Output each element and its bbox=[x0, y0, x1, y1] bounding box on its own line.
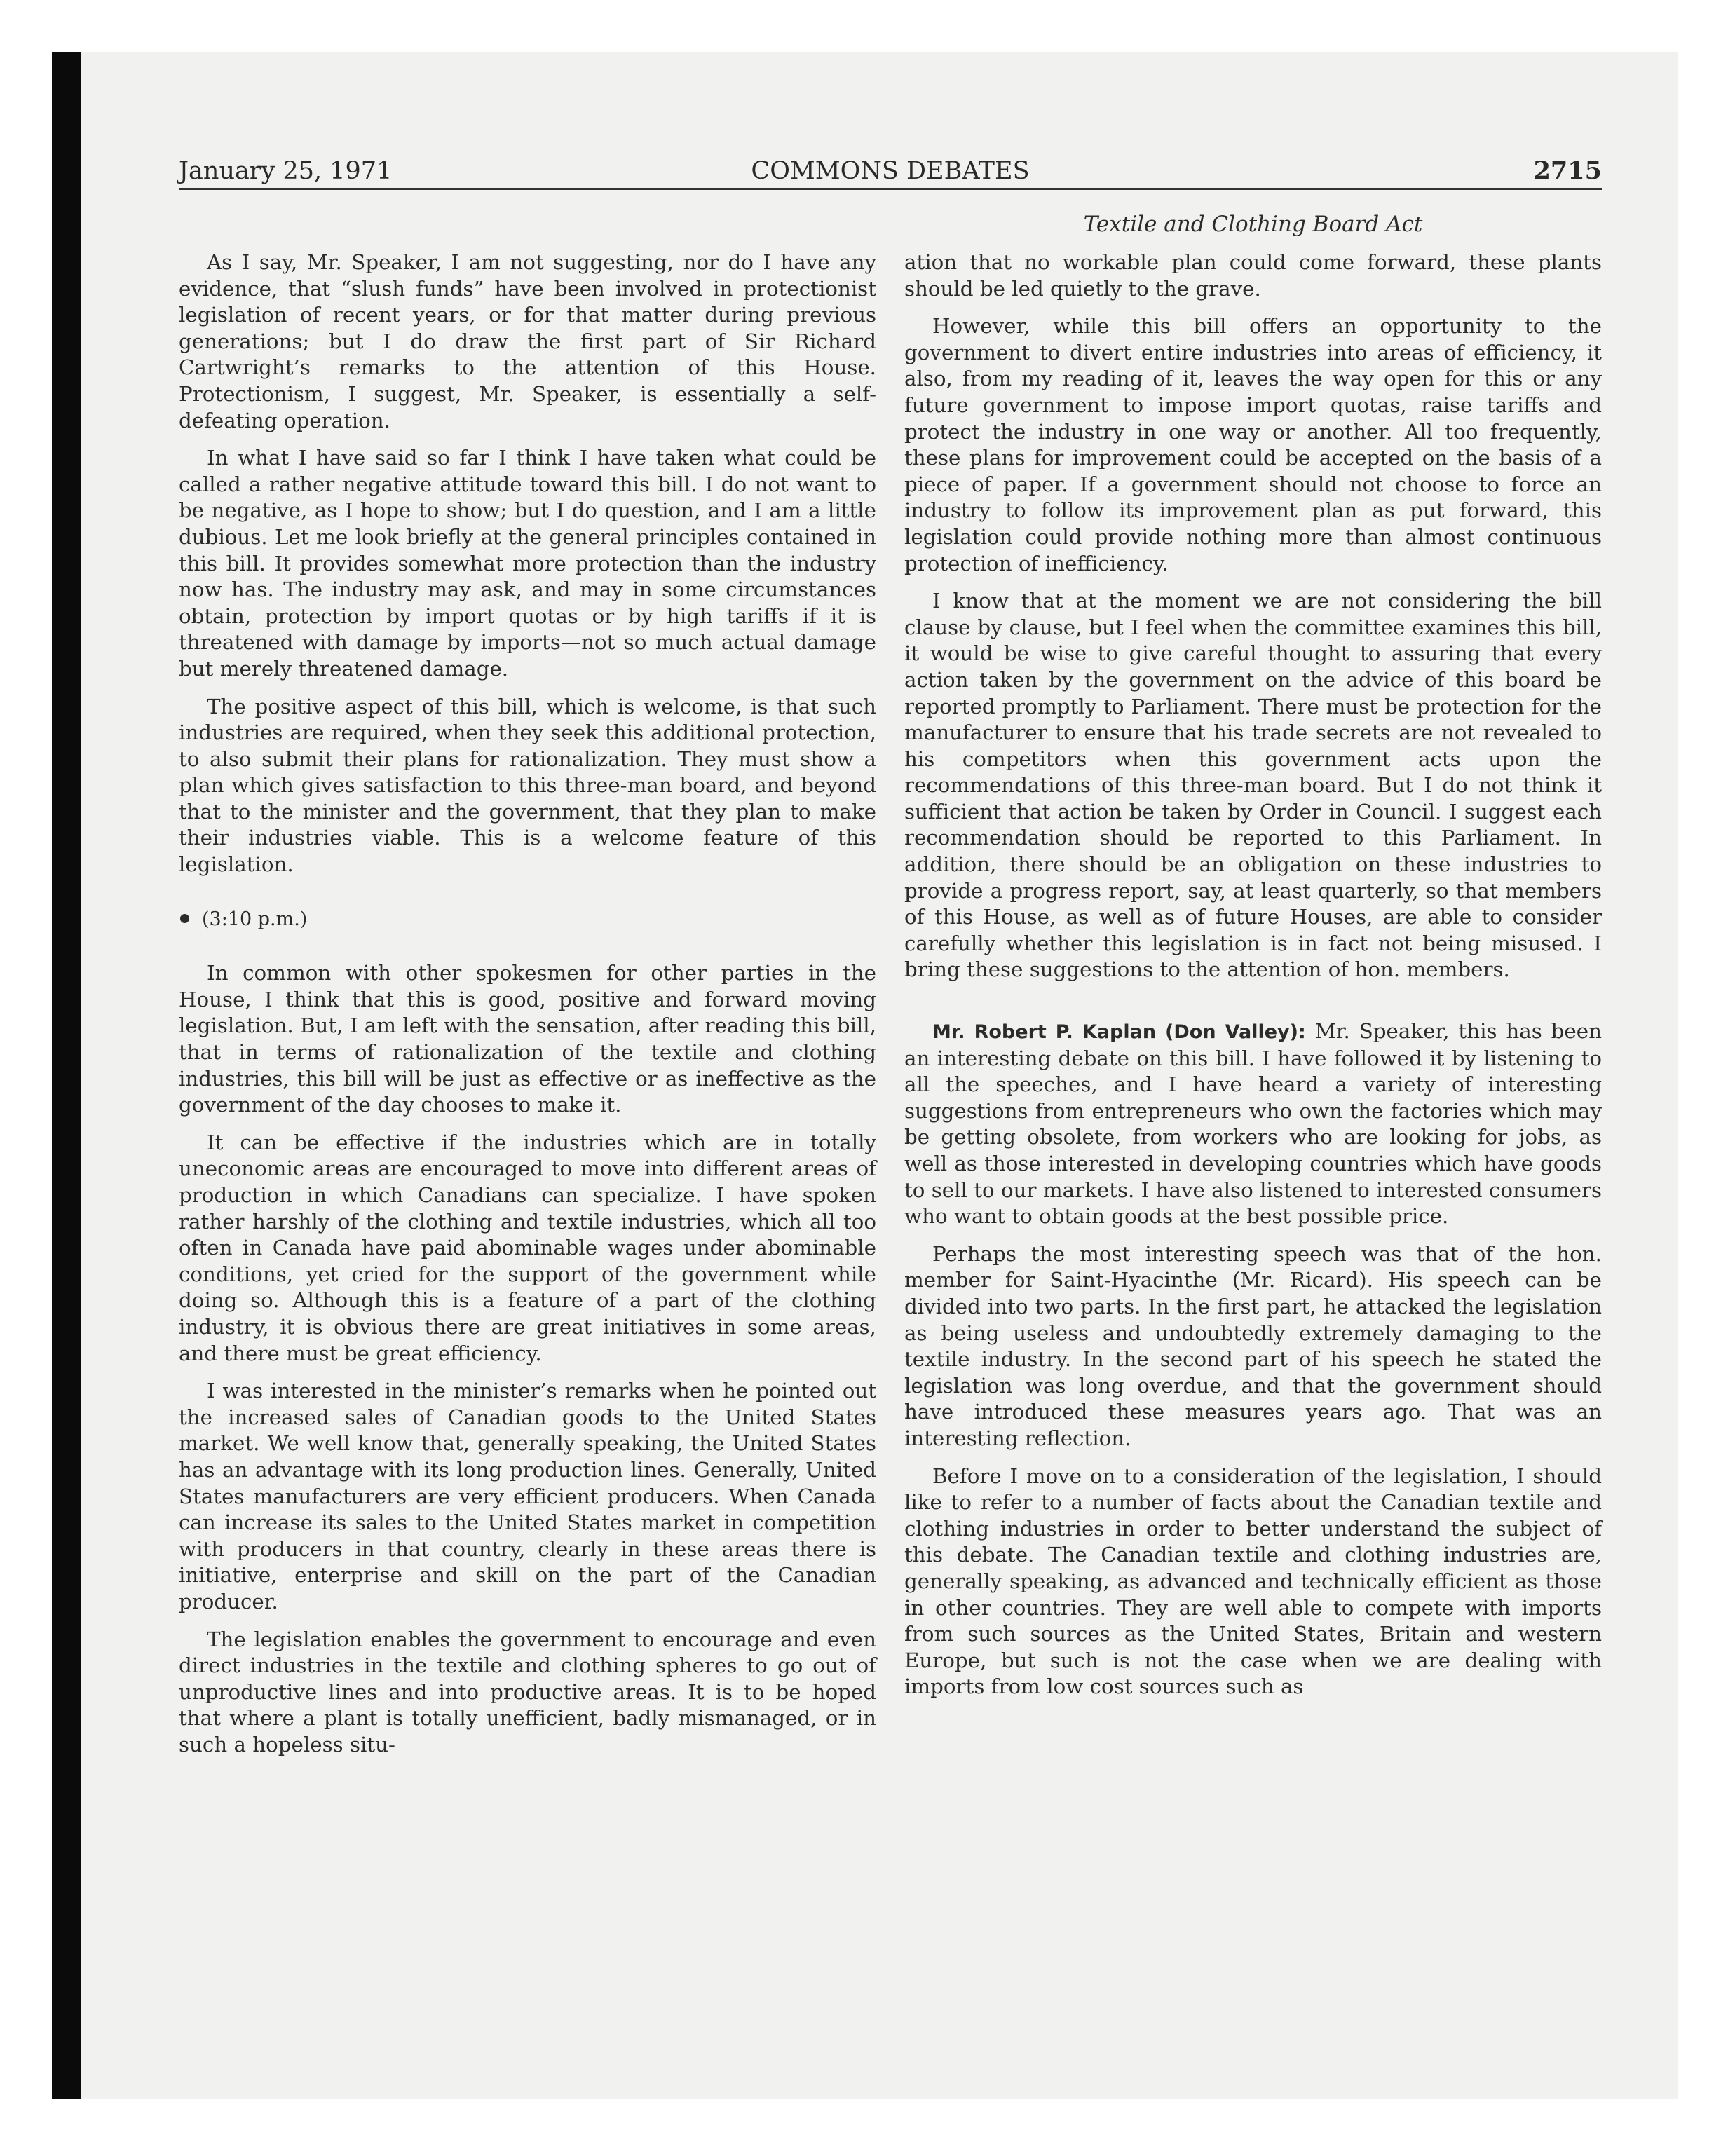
paragraph: However, while this bill offers an opportunity to the government to divert entire industries into areas of efficiency, it also, from my reading of it, leaves the way open for this or any future government to impose import quotas, raise tariffs and protect the industry in one way or another. All too frequently, these plans for improvement could be accepted on the basis of a piece of paper. If a government should not choose to force an industry to follow its improvement plan as put forward, this legislation could provide nothing more than almost continuous protection of inefficiency. bbox=[904, 314, 1602, 575]
left-column bbox=[179, 250, 876, 1758]
paragraph: I know that at the moment we are not considering the bill clause by clause, but I feel when the committee examines this bill, it would be wise to give careful thought to assuring that every action taken by the government on the advice of this board be reported promptly to Parliament. There must be protection for the manufacturer to ensure that his trade secrets are not revealed to his competitors when this government acts upon the recommendations of this three-man board. But I do not think it sufficient that action be taken by Order in Council. I suggest each recommendation should be reported to this Parliament. In addition, there should be an obligation on these industries to provide a progress report, say, at least quarterly, so that members of this House, as well as of future Houses, are able to consider carefully whether this legislation is in fact not being misused. I bring these suggestions to the attention of hon. members. bbox=[904, 589, 1602, 982]
running-head bbox=[179, 153, 1602, 190]
paragraph: Before I move on to a consideration of the legislation, I should like to refer to a number of facts about the Canadian textile and clothing industries in order to better understand the subject of this debate. The Canadian textile and clothing industries are, generally speaking, as advanced and technically efficient as those in other countries. They are well able to compete with imports from such sources as the United States, Britain and western Europe, but such is not the case when we are dealing with imports from low cost sources such as bbox=[904, 1464, 1602, 1699]
paragraph: In common with other spokesmen for other parties in the House, I think that this is good, positive and forward moving legislation. But, I am left with the sensation, after reading this bill, that in terms of rationalization of the textile and clothing industries, this bill will be just as effective or as ineffective as the government of the day chooses to make it. bbox=[179, 961, 876, 1117]
section-heading: Textile and Clothing Board Act bbox=[1083, 212, 1423, 237]
paragraph: I was interested in the minister’s remarks when he pointed out the increased sales of Canadian goods to the United States market. We well know that, generally speaking, the United States has an advantage with its long production lines. Generally, United States manufacturers are very efficient producers. When Canada can increase its sales to the United States market in competition with producers in that country, clearly in these areas there is initiative, enterprise and skill on the part of the Canadian producer. bbox=[179, 1379, 876, 1613]
page-number: 2715 bbox=[1533, 156, 1602, 185]
header-date: January 25, 1971 bbox=[179, 157, 393, 185]
bullet-icon bbox=[180, 914, 189, 923]
speaker-name: Mr. Robert P. Kaplan (Don Valley): bbox=[932, 1021, 1306, 1044]
time-marker-text: (3:10 p.m.) bbox=[202, 908, 308, 930]
paragraph: The positive aspect of this bill, which is welcome, is that such industries are required, when they seek this additional protection, to also submit their plans for rationalization. They must show a plan which gives satisfaction to this three-man board, and beyond that to the minister and the government, that they plan to make their industries viable. This is a welcome feature of this legislation. bbox=[179, 694, 876, 877]
speech-paragraph bbox=[904, 1018, 1602, 1230]
paragraph: ation that no workable plan could come forward, these plants should be led quietly to the grave. bbox=[904, 250, 1602, 301]
paragraph: Perhaps the most interesting speech was that of the hon. member for Saint-Hyacinthe (Mr. Ricard). His speech can be divided into two parts. In the first part, he attacked the legislation as being useless and undoubtedly extremely damaging to the textile industry. In the second part of his speech he stated the legislation was long overdue, and that the government should have introduced these measures years ago. That was an interesting reflection. bbox=[904, 1241, 1602, 1450]
paragraph: In what I have said so far I think I have taken what could be called a rather negative attitude toward this bill. I do not want to be negative, as I hope to show; but I do question, and I am a little dubious. Let me look briefly at the general principles contained in this bill. It provides somewhat more protection than the industry now has. The industry may ask, and may in some circumstances obtain, protection by import quotas or by high tariffs if it is threatened with damage by imports—not so much actual damage but merely threatened damage. bbox=[179, 446, 876, 681]
header-title: COMMONS DEBATES bbox=[751, 157, 1030, 185]
speech-text: Mr. Speaker, this has been an interesting debate on this bill. I have followed it by listening to all the speeches, and I have heard a variety of interesting suggestions from entrepreneurs who own the factories which may be getting obsolete, from workers who are looking for jobs, as well as those interested in developing countries which have goods to sell to our markets. I have also listened to interested consumers who want to obtain goods at the best possible price. bbox=[904, 1019, 1602, 1229]
paragraph: It can be effective if the industries which are in totally uneconomic areas are encouraged to move into different areas of production in which Canadians can specialize. I have spoken rather harshly of the clothing and textile industries, which all too often in Canada have paid abominable wages under abominable conditions, yet cried for the support of the government while doing so. Although this is a feature of a part of the clothing industry, it is obvious there are great initiatives in some areas, and there must be great efficiency. bbox=[179, 1130, 876, 1365]
paragraph: As I say, Mr. Speaker, I am not suggesting, nor do I have any evidence, that “slush funds” have been involved in protectionist legislation of recent years, or for that matter during previous generations; but I do draw the first part of Sir Richard Cartwright’s remarks to the attention of this House. Protectionism, I suggest, Mr. Speaker, is essentially a self-defeating operation. bbox=[179, 250, 876, 432]
binding-edge bbox=[52, 52, 81, 2099]
paragraph: The legislation enables the government to encourage and even direct industries in the textile and clothing spheres to go out of unproductive lines and into productive areas. It is to be hoped that where a plant is totally unefficient, badly mismanaged, or in such a hopeless situ- bbox=[179, 1627, 876, 1756]
time-marker bbox=[179, 906, 876, 933]
right-column bbox=[904, 250, 1602, 1700]
